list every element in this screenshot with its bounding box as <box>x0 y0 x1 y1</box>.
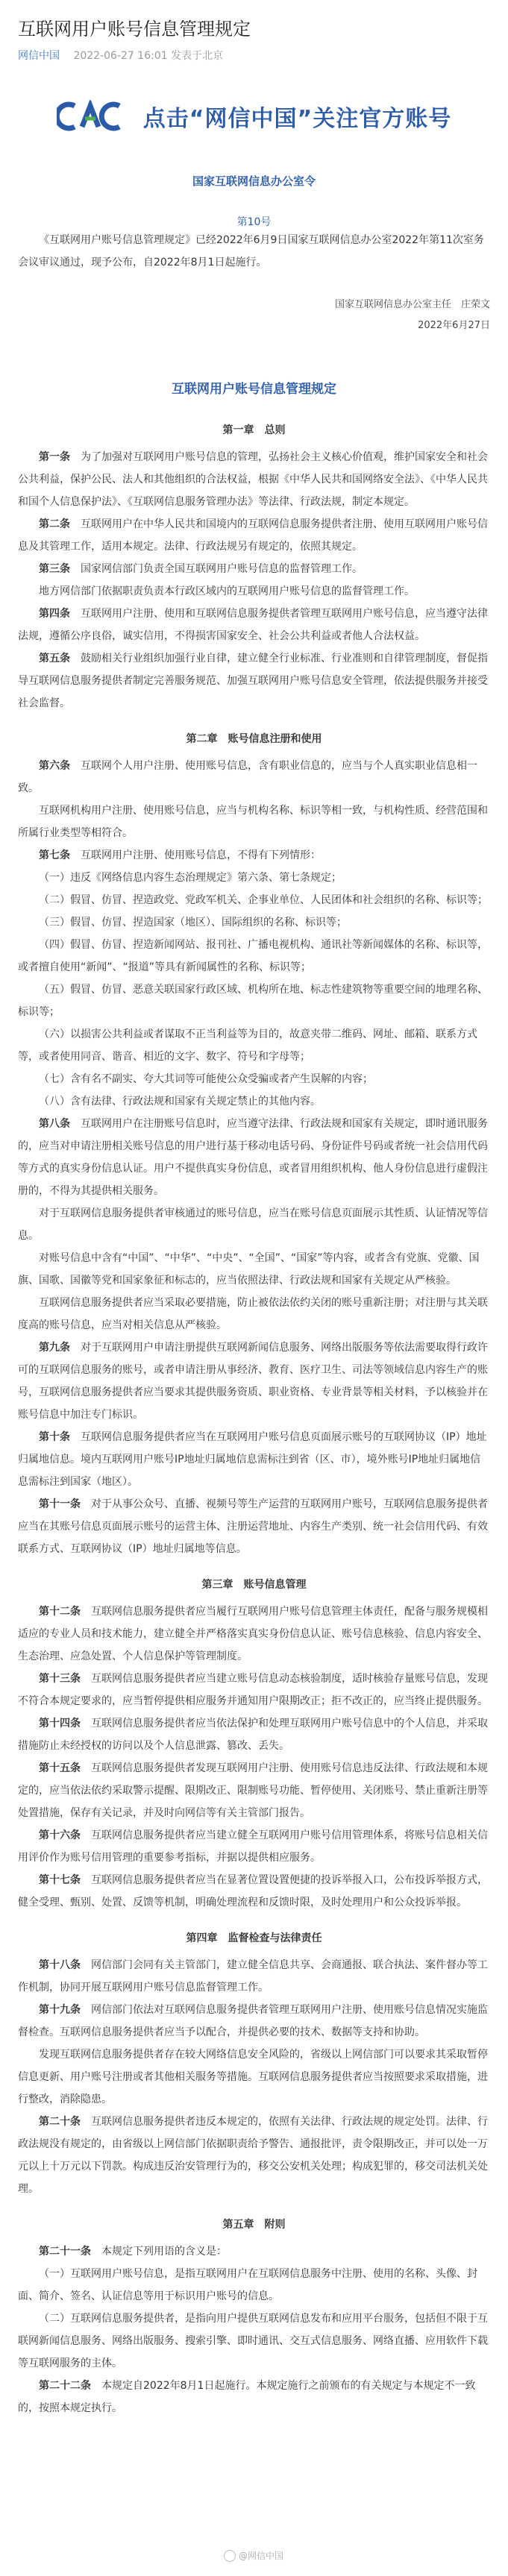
article-paragraph <box>18 867 490 889</box>
article-text: （三）假冒、仿冒、捏造国家（地区）、国际组织的名称、标识等； <box>39 917 347 929</box>
article-text: 网信部门依法对互联网信息服务提供者管理互联网用户注册、使用账号信息情况实施监督检查。互联网信息服务提供者应当予以配合，并提供必要的技术、数据等支持和协助。 <box>18 2004 488 2038</box>
article-text: 互联网用户注册、使用和互联网信息服务提供者管理互联网用户账号信息，应当遵守法律法规，遵循公序良俗，诚实信用，不得损害国家安全、社会公共利益或者他人合法权益。 <box>18 608 488 642</box>
article-paragraph <box>18 799 490 844</box>
article-text: 互联网信息服务提供者应当依法保护和处理互联网用户账号信息中的个人信息，并采取措施防止未经授权的访问以及个人信息泄露、篡改、丢失。 <box>18 1718 488 1752</box>
article-text: 为了加强对互联网用户账号信息的管理，弘扬社会主义核心价值观，维护国家安全和社会公共利益，保护公民、法人和其他组织的合法权益，根据《中华人民共和国网络安全法》、《中华人民共和国个人信息保护法》、《互联网信息服务管理办法》等法律、行政法规，制定本规定。 <box>18 451 488 508</box>
article-number: 第二十二条 <box>39 2380 91 2392</box>
article-paragraph <box>18 978 490 1023</box>
article-paragraph <box>18 2111 490 2200</box>
article-text: （一）互联网用户账号信息，是指互联网用户在互联网信息服务中注册、使用的名称、头像、封面、简介、签名、认证信息等用于标识用户账号的信息。 <box>18 2268 477 2302</box>
signature <box>18 295 490 336</box>
article-number: 第十一条 <box>39 1498 81 1510</box>
signer: 国家互联网信息办公室主任 庄荣文 <box>334 299 490 310</box>
article-paragraph <box>18 2308 490 2375</box>
article-number: 第十二条 <box>39 1606 81 1618</box>
article-number: 第二十条 <box>39 2116 81 2128</box>
article-paragraph <box>18 580 490 603</box>
article-number: 第八条 <box>39 1118 70 1130</box>
chapter-heading: 第三章 账号信息管理 <box>201 1579 307 1591</box>
article-number: 第二条 <box>39 518 70 530</box>
article-number: 第六条 <box>39 760 70 772</box>
article-number: 第十四条 <box>39 1718 81 1730</box>
sign-date: 2022年6月27日 <box>418 320 490 331</box>
chapter-heading: 第四章 监督检查与法律责任 <box>186 1932 322 1944</box>
article-text: 互联网信息服务提供者违反本规定的，依照有关法律、行政法规的规定处罚。法律、行政法规没有规定的，由省级以上网信部门依据职责给予警告、通报批评，责令限期改正，并可以处一万元以上十万元以下罚款。构成违反治安管理行为的，移交公安机关处理；构成犯罪的，移交司法机关处理。 <box>18 2116 488 2195</box>
article-text: 本规定下列用语的含义是： <box>101 2246 227 2258</box>
weibo-icon <box>224 2550 236 2562</box>
article-number: 第十六条 <box>39 1829 81 1841</box>
article-text: 对账号信息中含有“中国”、“中华”、“中央”、“全国”、“国家”等内容，或者含有党旗、党徽、国旗、国歌、国徽等党和国家象征和标志的，应当依照法律、行政法规和国家有关规定从严核验。 <box>18 1252 480 1287</box>
article-text: 本规定自2022年8月1日起施行。本规定施行之前颁布的有关规定与本规定不一致的，按照本规定执行。 <box>18 2380 476 2414</box>
banner-prefix: 点击 <box>142 106 189 132</box>
banner-suffix: 关注官方账号 <box>313 106 452 132</box>
article-paragraph <box>18 844 490 867</box>
article-text: 互联网用户注册、使用账号信息，不得有下列情形： <box>81 849 321 861</box>
article-text: （二）假冒、仿冒、捏造政党、党政军机关、企事业单位、人民团体和社会组织的名称、标识等； <box>39 894 488 906</box>
cac-logo <box>57 100 124 133</box>
article-text: 互联网信息服务提供者应当履行互联网用户账号信息管理主体责任，配备与服务规模相适应的专业人员和技术能力，建立健全并严格落实真实身份信息认证、账号信息核验、信息内容安全、生态治理、应急处置、个人信息保护等管理制度。 <box>18 1606 488 1662</box>
article-number: 第七条 <box>39 849 70 861</box>
article-text: 互联网信息服务提供者应当建立账号信息动态核验制度，适时核验存量账号信息，发现不符合本规定要求的，应当暂停提供相应服务并通知用户限期改正；拒不改正的，应当终止提供服务。 <box>18 1673 488 1707</box>
article-paragraph <box>18 1292 490 1336</box>
article-paragraph <box>18 603 490 647</box>
article-paragraph <box>18 1336 490 1426</box>
article-paragraph <box>18 446 490 513</box>
article-number: 第四条 <box>39 608 70 620</box>
article-number: 第十五条 <box>39 1762 81 1774</box>
article-paragraph <box>18 2375 490 2419</box>
watermark <box>224 2549 283 2562</box>
article-number: 第十条 <box>39 1431 70 1443</box>
article-paragraph <box>18 755 490 799</box>
article-text: （五）假冒、仿冒、恶意关联国家行政区域、机构所在地、标志性建筑物等重要空间的地理名称、标识等； <box>18 984 488 1018</box>
article-text: 对于互联网信息服务提供者审核通过的账号信息，应当在账号信息页面展示其性质、认证情况等信息。 <box>18 1207 488 1242</box>
article-text: 国家网信部门负责全国互联网用户账号信息的监督管理工作。 <box>81 563 363 575</box>
article-paragraph <box>18 911 490 934</box>
article-paragraph <box>18 1023 490 1068</box>
article-text: 互联网信息服务提供者应当采取必要措施，防止被依法依约关闭的账号重新注册；对注册与其关联度高的账号信息，应当对相关信息从严核验。 <box>18 1297 488 1331</box>
article-number: 第九条 <box>39 1342 70 1354</box>
article-text: 互联网信息服务提供者发现互联网用户注册、使用账号信息违反法律、行政法规和本规定的，应当依法依约采取警示提醒、限期改正、限制账号功能、暂停使用、关闭账号、禁止重新注册等处置措施，保存有关记录，并及时向网信等有关主管部门报告。 <box>18 1762 488 1819</box>
chapter-heading: 第一章 总则 <box>222 424 286 436</box>
article-text: 鼓励相关行业组织加强行业自律，建立健全行业标准、行业准则和自律管理制度，督促指导互联网信息服务提供者制定完善服务规范、加强互联网用户账号信息安全管理，依法提供服务并接受社会监督。 <box>18 653 488 709</box>
article-text: 网信部门会同有关主管部门，建立健全信息共享、会商通报、联合执法、案件督办等工作机制，协同开展互联网用户账号信息监督管理工作。 <box>18 1959 488 1994</box>
banner-emphasis: “网信中国” <box>189 106 313 132</box>
article-text: 互联网个人用户注册、使用账号信息，含有职业信息的，应当与个人真实职业信息相一致。 <box>18 760 477 794</box>
article-number: 第五条 <box>39 653 70 665</box>
chapter-heading: 第五章 附则 <box>222 2219 286 2231</box>
article-text: 互联网信息服务提供者应当建立健全互联网用户账号信用管理体系，将账号信息相关信用评价作为账号信用管理的重要参考指标，并据以提供相应服务。 <box>18 1829 488 1864</box>
article-text: （六）以损害公共利益或者谋取不正当利益等为目的，故意夹带二维码、网址、邮箱、联系方式等，或者使用同音、谐音、相近的文字、数字、符号和字母等； <box>18 1028 477 1063</box>
article-text: 发现互联网信息服务提供者存在较大网络信息安全风险的，省级以上网信部门可以要求其采取暂停信息更新、用户账号注册或者其他相关服务等措施。互联网信息服务提供者应当按照要求采取措施，进行整改，消除隐患。 <box>18 2049 488 2105</box>
article-number: 第一条 <box>39 451 70 463</box>
article-number: 第十三条 <box>39 1673 81 1685</box>
article-paragraph <box>18 1426 490 1493</box>
regulation-title: 互联网用户账号信息管理规定 <box>172 382 336 397</box>
order-number: 第10号 <box>236 216 272 228</box>
article-text: 地方网信部门依据职责负责本行政区域内的互联网用户账号信息的监督管理工作。 <box>39 585 415 597</box>
article-paragraph <box>18 1668 490 1712</box>
follow-banner[interactable] <box>18 94 490 139</box>
article-text: （八）含有法律、行政法规和国家有关规定禁止的其他内容。 <box>39 1096 321 1108</box>
publish-time: 16:01 <box>137 50 168 62</box>
article-number: 第十九条 <box>39 2004 81 2016</box>
watermark-text: @网信中国 <box>239 2551 284 2561</box>
article-paragraph <box>18 1869 490 1914</box>
article-paragraph <box>18 558 490 580</box>
source-link[interactable]: 网信中国 <box>18 50 60 62</box>
article-paragraph <box>18 934 490 978</box>
article-paragraph <box>18 1954 490 1999</box>
article-text: 互联网用户在注册账号信息时，应当遵守法律、行政法规和国家有关规定，即时通讯服务的，应当对申请注册相关账号信息的用户进行基于移动电话号码、身份证件号码或者统一社会信用代码等方式的真实身份信息认证。用户不提供真实身份信息，或者冒用组织机构、他人身份信息进行虚假注册的，不得为其提供相关服务。 <box>18 1118 488 1197</box>
article-paragraph <box>18 1999 490 2043</box>
chapter-heading: 第二章 账号信息注册和使用 <box>186 733 322 745</box>
article-text: （一）违反《网络信息内容生态治理规定》第六条、第七条规定； <box>39 872 342 884</box>
office-name: 国家互联网信息办公室令 <box>192 175 316 188</box>
article-paragraph <box>18 513 490 558</box>
banner-text <box>143 100 451 133</box>
article-number: 第十七条 <box>39 1874 81 1886</box>
article-paragraph <box>18 2043 490 2111</box>
article-paragraph <box>18 889 490 911</box>
article-paragraph <box>18 1202 490 1247</box>
article-title: 互联网用户账号信息管理规定 <box>18 19 251 40</box>
article-text: 互联网信息服务提供者应当在显著位置设置便捷的投诉举报入口，公布投诉举报方式，健全受理、甄别、处置、反馈等机制，明确处理流程和反馈时限，及时处理用户和公众投诉举报。 <box>18 1874 488 1909</box>
article-paragraph <box>18 2263 490 2308</box>
article-text: 对于互联网用户申请注册提供互联网新闻信息服务、网络出版服务等依法需要取得行政许可的互联网信息服务的账号，或者申请注册从事经济、教育、医疗卫生、司法等领域信息内容生产的账号，互联网信息服务提供者应当要求其提供服务资质、职业资格、专业背景等相关材料，予以核验并在账号信息中加注专门标识。 <box>18 1342 488 1421</box>
article-paragraph <box>18 1247 490 1292</box>
article-paragraph <box>18 647 490 714</box>
article-paragraph <box>18 1757 490 1824</box>
article-text: （二）互联网信息服务提供者，是指向用户提供互联网信息发布和应用平台服务，包括但不限于互联网新闻信息服务、网络出版服务、搜索引擎、即时通讯、交互式信息服务、网络直播、应用软件下载等互联网服务的主体。 <box>18 2313 488 2369</box>
order-text: 《互联网用户账号信息管理规定》已经2022年6月9日国家互联网信息办公室2022年第11次室务会议审议通过，现予公布，自2022年8月1日起施行。 <box>18 234 484 268</box>
article-text: （四）假冒、仿冒、捏造新闻网站、报刊社、广播电视机构、通讯社等新闻媒体的名称、标识等，或者擅自使用“新闻”、“报道”等具有新闻属性的名称、标识等； <box>18 939 488 973</box>
regulation-body <box>18 419 490 2419</box>
publish-date: 2022-06-27 <box>73 50 134 62</box>
article-meta <box>18 48 490 63</box>
article-paragraph <box>18 1068 490 1090</box>
article-paragraph <box>18 1600 490 1668</box>
article-text: 互联网用户在中华人民共和国境内的互联网信息服务提供者注册、使用互联网用户账号信息及其管理工作，适用本规定。法律、行政法规另有规定的，依照其规定。 <box>18 518 488 553</box>
article-paragraph <box>18 1493 490 1560</box>
article-text: 互联网信息服务提供者应当在互联网用户账号信息页面展示账号的互联网协议（IP）地址归属地信息。境内互联网用户账号IP地址归属地信息需标注到省（区、市），境外账号IP地址归属地信息需标注到国家（地区）。 <box>18 1431 487 1488</box>
article-paragraph <box>18 1824 490 1869</box>
article-paragraph <box>18 1113 490 1202</box>
publish-location: 发表于北京 <box>171 50 224 62</box>
article-text: （七）含有名不副实、夸大其词等可能使公众受骗或者产生误解的内容； <box>39 1073 373 1085</box>
article-text: 对于从事公众号、直播、视频号等生产运营的互联网用户账号，互联网信息服务提供者应当在其账号信息页面展示账号的运营主体、注册运营地址、内容生产类别、统一社会信用代码、有效联系方式、互联网协议（IP）地址归属地等信息。 <box>18 1498 488 1555</box>
article-number: 第三条 <box>39 563 70 575</box>
article-paragraph <box>18 1090 490 1113</box>
article-number: 第十八条 <box>39 1959 81 1971</box>
article-paragraph <box>18 2240 490 2263</box>
article-number: 第二十一条 <box>39 2246 91 2258</box>
article-paragraph <box>18 1712 490 1757</box>
article-text: 互联网机构用户注册、使用账号信息，应当与机构名称、标识等相一致，与机构性质、经营范围和所属行业类型等相符合。 <box>18 805 488 839</box>
